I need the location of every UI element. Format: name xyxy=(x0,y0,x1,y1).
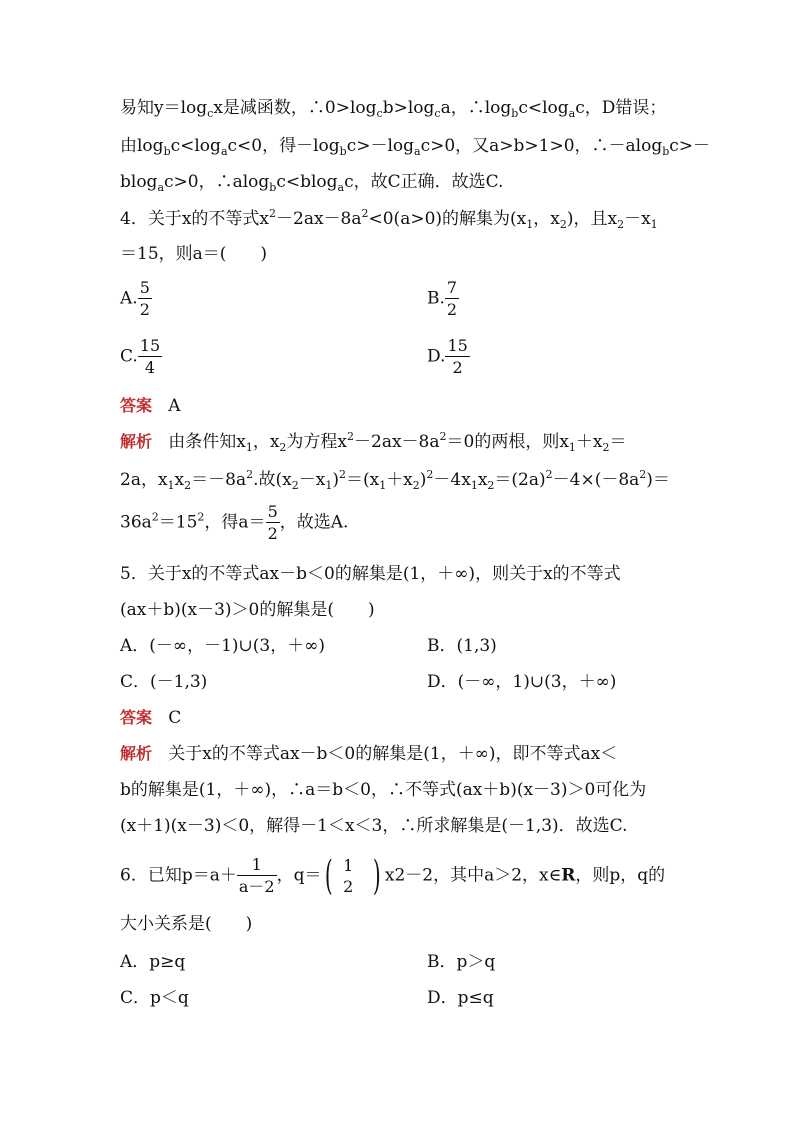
q4-stem-line-1: 4．关于x的不等式$x^2-2ax-8a^2<0(a>0)$的解集为($x_1$，$x_2$)，且$x_2-x_1$ xyxy=(120,207,658,231)
q5-stem-line-1: 5．关于x的不等式ax－b＜0的解集是(1，＋∞)，则关于x的不等式 xyxy=(120,564,621,584)
q4-option-a: A. $\frac{5}{2}$ B. $\frac{7}{2}$ xyxy=(120,278,458,319)
q4-analysis-line-2: 2a，$x_1x_2=-8a^2$.故$(x_2-x_1)^2=(x_1+x_2)^2-4x_1x_2=(2a)^2-4\times(-8a^2)=$ xyxy=(120,468,670,492)
q4-option-d: D. $\frac{15}{2}$ xyxy=(427,336,468,377)
q5-option-a: A．(－∞，－1)∪(3，＋∞) B．(1,3) xyxy=(120,636,497,656)
q5-stem-line-2: (ax＋b)(x－3)＞0的解集是( ) xyxy=(120,600,375,620)
intro-line-2: 由$\log_bc<\log_ac<0$，得$-\log_bc>-\log_ac>0$，又a>b>1>0，∴－alog$_b$c>－ xyxy=(120,136,711,158)
q6-stem-line-1: 6．已知p＝a＋ $\frac{1}{a-2}$ ，q＝( 1 2 ) x2－2，其中a＞2，x∈R，则p，q的 xyxy=(120,853,666,899)
q4-analysis-fraction: $\frac{5}{2}$ xyxy=(267,502,278,543)
q4-analysis-line-1: 解析 由条件知$x_1$，$x_2$为方程$x^2-2ax-8a^2=0$的两根，则$x_1+x_2=$ xyxy=(120,430,627,454)
right-paren-icon: ) xyxy=(373,853,381,899)
q6-stem-line-2: 大小关系是( ) xyxy=(120,914,253,934)
q4-option-c-fraction: $\frac{15}{4}$ xyxy=(139,336,161,377)
answer-tag: 答案 xyxy=(120,708,153,727)
q4-stem-line-2: ＝15，则a＝( ) xyxy=(120,244,268,264)
q6-p-fraction: $\frac{1}{a-2}$ xyxy=(238,855,275,896)
answer-tag: 答案 xyxy=(120,396,153,415)
q4-analysis-line-3: $36a^2=15^2$，得a＝ $\frac{5}{2}$ ，故选A. xyxy=(120,502,349,543)
q5-option-b: B．(1,3) xyxy=(427,636,497,656)
q4-answer: 答案 A xyxy=(120,396,181,416)
left-paren-icon: ( xyxy=(325,853,334,899)
q6-option-a: A．p≥q B．p＞q xyxy=(120,952,496,972)
q4-option-b: B. $\frac{7}{2}$ xyxy=(427,278,458,319)
q5-option-d: D．(－∞，1)∪(3，＋∞) xyxy=(427,672,617,692)
q6-half-fraction: 1 2 xyxy=(343,855,354,896)
q5-option-c: C．(－1,3) D．(－∞，1)∪(3，＋∞) xyxy=(120,672,617,692)
analysis-tag: 解析 xyxy=(120,432,153,451)
q6-option-c: C．p＜q D．p≤q xyxy=(120,988,494,1008)
q5-analysis-line-1: 解析 关于x的不等式ax－b＜0的解集是(1，＋∞)，即不等式ax＜ xyxy=(120,744,618,764)
q6-option-b: B．p＞q xyxy=(427,952,496,972)
analysis-tag: 解析 xyxy=(120,744,153,763)
q5-analysis-line-3: (x＋1)(x－3)＜0，解得－1＜x＜3，∴所求解集是(－1,3)．故选C. xyxy=(120,816,628,836)
q5-answer: 答案 C xyxy=(120,708,182,728)
q6-option-d: D．p≤q xyxy=(427,988,494,1008)
intro-line-1: 易知$y=\log_cx$是减函数，$\therefore 0>\log_cb>\log_ca$，$\therefore\log_bc<\log_ac$，D错误； xyxy=(120,98,667,120)
q5-analysis-line-2: b的解集是(1，＋∞)，∴a＝b＜0，∴不等式(ax＋b)(x－3)＞0可化为 xyxy=(120,780,647,800)
intro-line-3: blog$_a$c>0，∴alog$_b$c<blog$_a$c，故C正确．故选C. xyxy=(120,172,504,194)
q4-option-c: C. $\frac{15}{4}$ D. $\frac{15}{2}$ xyxy=(120,336,468,377)
q4-option-a-fraction: $\frac{5}{2}$ xyxy=(139,278,150,319)
